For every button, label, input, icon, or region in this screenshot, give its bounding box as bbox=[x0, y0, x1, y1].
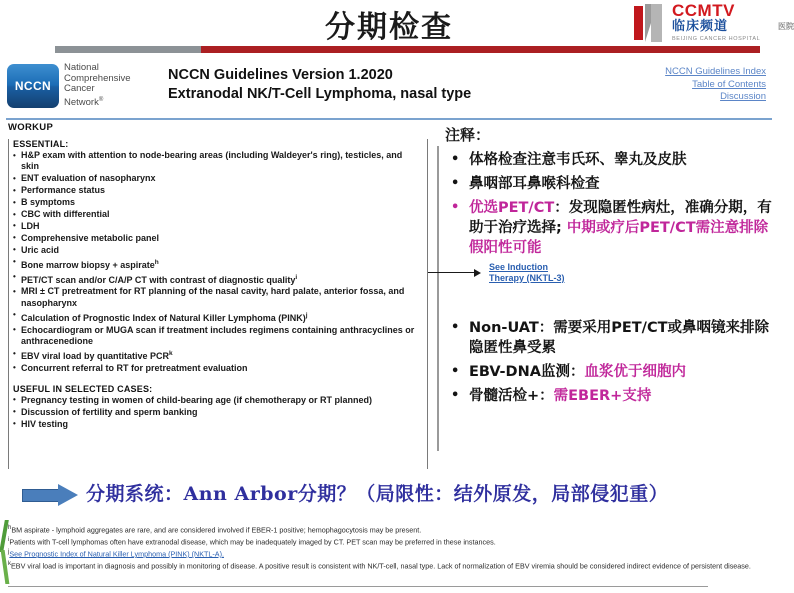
title-divider bbox=[55, 46, 760, 53]
list-item: • B symptoms bbox=[13, 197, 421, 208]
note-text-run: 优选PET/CT bbox=[469, 200, 555, 216]
list-item: • Bone marrow biopsy + aspirate$^h$ bbox=[13, 257, 421, 271]
nccn-links[interactable] bbox=[665, 66, 766, 104]
note-text-run: 中期或疗后PET/CT需注意排除假阳性可能 bbox=[469, 220, 769, 256]
ccmtv-logo-cn-main: 临床频道 bbox=[672, 19, 729, 34]
note-item bbox=[437, 150, 775, 170]
footnote bbox=[8, 560, 770, 571]
list-item: • PET/CT scan and/or C/A/P CT with contrast of diagnostic quality$^i$ bbox=[13, 272, 421, 286]
note-item bbox=[437, 174, 775, 194]
list-item: • Comprehensive metabolic panel bbox=[13, 233, 421, 244]
footnote-marker: j bbox=[8, 548, 10, 555]
note-item bbox=[437, 318, 775, 358]
list-item: • Discussion of fertility and sperm banking bbox=[13, 407, 421, 418]
nccn-org-line-4: Network® bbox=[64, 96, 104, 108]
ccmtv-logo-subtitle: BEIJING CANCER HOSPITAL bbox=[672, 36, 761, 42]
title-divider-gray-segment bbox=[55, 46, 201, 53]
footnote-marker: i bbox=[295, 273, 298, 281]
page-title: 分期检查 bbox=[325, 10, 453, 45]
footnote-text: BM aspirate - lymphoid aggregates are rare, and are considered involved if EBER-1 positive; hemophagocytosis may be present. bbox=[11, 525, 422, 535]
footnote-marker: k bbox=[8, 560, 11, 567]
nccn-header-band bbox=[0, 58, 778, 120]
footnote bbox=[8, 524, 770, 535]
footnote-marker: j bbox=[305, 311, 308, 319]
footnote-marker: i bbox=[8, 536, 10, 543]
guideline-version: NCCN Guidelines Version 1.2020 bbox=[168, 67, 393, 83]
list-item: • Calculation of Prognostic Index of Natural Killer Lymphoma (PINK)$^j$ bbox=[13, 310, 421, 324]
essential-caption: ESSENTIAL: bbox=[13, 139, 69, 149]
workup-panel bbox=[8, 122, 428, 469]
link-table-of-contents[interactable]: Table of Contents bbox=[692, 78, 766, 90]
arrow-right-icon bbox=[428, 268, 484, 277]
list-item: • ENT evaluation of nasopharynx bbox=[13, 173, 421, 184]
link-guidelines-index[interactable]: NCCN Guidelines Index bbox=[665, 66, 766, 77]
list-item: • Pregnancy testing in women of child-bearing age (if chemotherapy or RT planned) bbox=[13, 395, 421, 406]
ccmtv-logo-cn bbox=[672, 19, 794, 34]
footnote-text: Patients with T-cell lymphomas often have extranodal disease, which may be inadequately imaged by CT. PET scan may be preferred in these instances. bbox=[9, 537, 496, 547]
note-text-run: 鼻咽部耳鼻喉科检查 bbox=[469, 176, 600, 192]
note-text-run: 体格检查注意韦氏环、睾丸及皮肤 bbox=[469, 152, 687, 168]
essential-list bbox=[13, 150, 421, 374]
note-text-run: ：发现隐匿性病灶，准确分期，有助于治疗选择; bbox=[469, 200, 772, 236]
useful-list bbox=[13, 395, 421, 430]
list-item: • H&P exam with attention to node-bearing areas (including Waldeyer's ring), testicles, and skin bbox=[13, 150, 421, 173]
footnote-text: EBV viral load is important in diagnosis and possibly in monitoring of disease. A positive result is consistent with NK/T-cell, nasal type. Lack of normalization of EBV viremia should be considered indirect evidence of persistent disease. bbox=[11, 561, 751, 571]
induction-link-line-2: Therapy (NKTL-3) bbox=[489, 273, 565, 283]
ccmtv-logo-cn-sub: 医院 bbox=[778, 22, 794, 31]
ccmtv-logo bbox=[632, 1, 794, 46]
list-item: • Concurrent referral to RT for pretreatment evaluation bbox=[13, 363, 421, 374]
footnote-marker: k bbox=[169, 350, 173, 357]
footnote bbox=[8, 548, 770, 559]
note-item bbox=[437, 362, 775, 382]
note-text-run: Non-UAT：需要采用PET/CT或鼻咽镜来排除隐匿性鼻受累 bbox=[469, 320, 770, 356]
annotation-text: 分期系统：Ann Arbor分期？（局限性：结外原发，局部侵犯重） bbox=[86, 483, 669, 505]
list-item: • CBC with differential bbox=[13, 209, 421, 220]
note-item bbox=[437, 386, 775, 406]
notes-list-top bbox=[437, 150, 775, 258]
footnote-divider bbox=[8, 586, 708, 587]
footnote bbox=[8, 536, 770, 547]
useful-caption: USEFUL IN SELECTED CASES: bbox=[13, 383, 153, 394]
workup-box bbox=[8, 139, 428, 469]
induction-link-line-1: See Induction bbox=[489, 262, 549, 272]
list-item: • Echocardiogram or MUGA scan if treatment includes regimens containing anthracyclines or anthracenedione bbox=[13, 325, 421, 348]
induction-therapy-reference[interactable] bbox=[437, 262, 775, 292]
ccmtv-logo-mark-icon bbox=[634, 4, 668, 42]
note-text-run: 血浆优于细胞内 bbox=[584, 364, 686, 380]
list-item: • HIV testing bbox=[13, 419, 421, 430]
workup-caption: WORKUP bbox=[8, 122, 54, 133]
list-item: • MRI ± CT pretreatment for RT planning of the nasal cavity, hard palate, anterior fossa, and nasopharynx bbox=[13, 286, 421, 309]
nccn-org-line-2: Comprehensive bbox=[64, 72, 131, 84]
annotation-arrow-icon bbox=[22, 484, 78, 504]
list-item: • EBV viral load by quantitative PCR$^k$ bbox=[13, 348, 421, 362]
list-item: • Uric acid bbox=[13, 245, 421, 256]
notes-heading: 注释： bbox=[445, 126, 491, 144]
footnote-marker: h bbox=[8, 525, 12, 531]
list-item: • Performance status bbox=[13, 185, 421, 196]
link-discussion[interactable]: Discussion bbox=[720, 91, 766, 102]
nccn-org-line-3: Cancer bbox=[64, 83, 95, 95]
note-item bbox=[437, 198, 775, 258]
nccn-org-name bbox=[64, 63, 131, 109]
guideline-title bbox=[168, 66, 471, 104]
nccn-logo: NCCN bbox=[7, 64, 59, 108]
note-text-run: 骨髓活检+： bbox=[469, 388, 554, 404]
footnote-link[interactable]: See Prognostic Index of Natural Killer Lymphoma (PINK) (NKTL-A). bbox=[9, 549, 224, 559]
ccmtv-logo-en: CCMTV bbox=[672, 1, 735, 20]
footnote-marker: h bbox=[154, 258, 159, 266]
slide-header bbox=[0, 0, 794, 58]
note-text-run: EBV-DNA监测： bbox=[469, 364, 585, 380]
slide-content bbox=[0, 120, 778, 475]
staging-annotation bbox=[0, 478, 778, 512]
nccn-org-line-1: National bbox=[64, 62, 99, 73]
guideline-subject: Extranodal NK/T-Cell Lymphoma, nasal type bbox=[168, 86, 472, 102]
notes-list-bottom bbox=[437, 318, 775, 406]
notes-panel bbox=[437, 122, 775, 472]
footnotes bbox=[8, 524, 770, 572]
list-item: • LDH bbox=[13, 221, 421, 232]
link-induction-therapy[interactable] bbox=[489, 262, 565, 284]
note-text-run: 需EBER+支持 bbox=[553, 388, 652, 404]
